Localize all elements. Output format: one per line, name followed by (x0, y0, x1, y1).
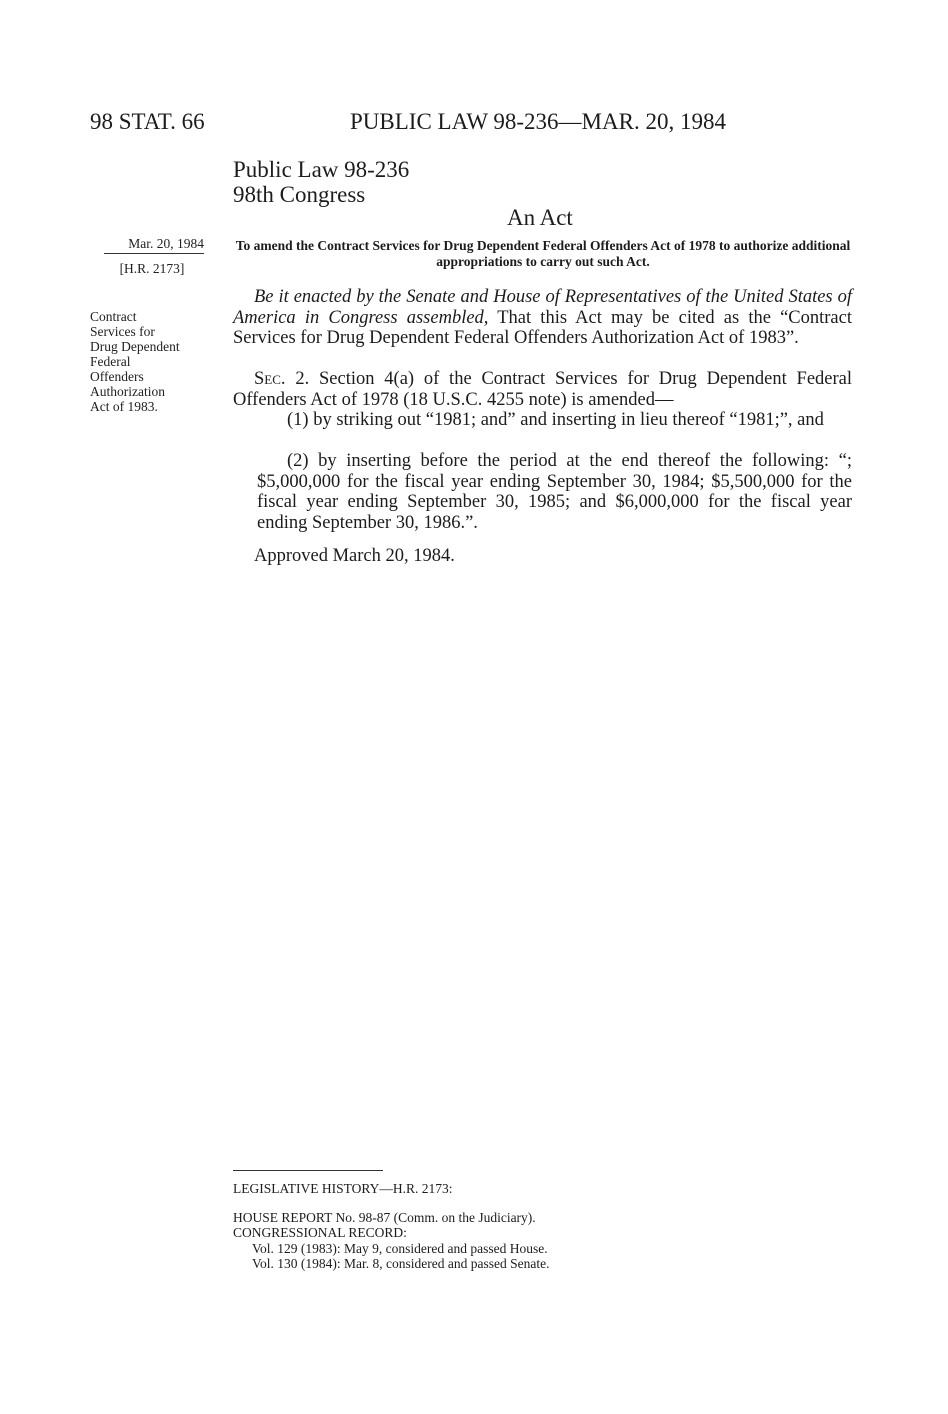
amendment-item-2: (2) by inserting before the period at the end thereof the following: “; $5,000,000 for the fiscal year ending September 30, 1984; $5,500,000 for the fiscal year ending September 30, 1985; and $6,000,000 for the fiscal year ending September 30, 1986.”. (257, 451, 852, 533)
page-stat-reference: 98 STAT. 66 (90, 109, 205, 134)
approval-date: Approved March 20, 1984. (254, 546, 455, 566)
enacting-formula: Be it enacted by the Senate and House of Representatives of the United States of America in Congress assembled, (233, 287, 852, 328)
act-heading: An Act (507, 205, 573, 230)
short-title-section: That this Act may be cited as the “Contract Services for Drug Dependent Federal Offenders Authorization Act of 1983”. (233, 307, 852, 348)
running-header: PUBLIC LAW 98-236—MAR. 20, 1984 (350, 109, 726, 134)
enacting-clause (233, 287, 852, 349)
congress-number: 98th Congress (233, 182, 366, 207)
margin-bill-number: [H.R. 2173] (119, 261, 185, 276)
section-label: Sec (254, 369, 281, 389)
legislative-history-title: LEGISLATIVE HISTORY—H.R. 2173: (233, 1181, 453, 1196)
record-volume-129: Vol. 129 (1983): May 9, considered and passed House. (252, 1241, 548, 1256)
congressional-record-label: CONGRESSIONAL RECORD: (233, 1225, 407, 1240)
house-report: HOUSE REPORT No. 98-87 (Comm. on the Judiciary). (233, 1210, 536, 1225)
law-number: Public Law 98-236 (233, 157, 410, 182)
margin-short-title: Contract Services for Drug Dependent Federal Offenders Authorization Act of 1983. (90, 309, 180, 414)
act-purpose: To amend the Contract Services for Drug Dependent Federal Offenders Act of 1978 to authorize additional appropriations to carry out such Act. (235, 238, 851, 269)
amendment-item-1: (1) by striking out “1981; and” and inserting in lieu thereof “1981;”, and (287, 410, 824, 430)
footer-divider (233, 1170, 383, 1171)
section-2-text: . 2. Section 4(a) of the Contract Services for Drug Dependent Federal Offenders Act of 1978 (18 U.S.C. 4255 note) is amended— (233, 369, 852, 410)
section-2 (233, 369, 852, 410)
margin-date: Mar. 20, 1984 (104, 236, 204, 254)
record-volume-130: Vol. 130 (1984): Mar. 8, considered and passed Senate. (252, 1256, 550, 1271)
